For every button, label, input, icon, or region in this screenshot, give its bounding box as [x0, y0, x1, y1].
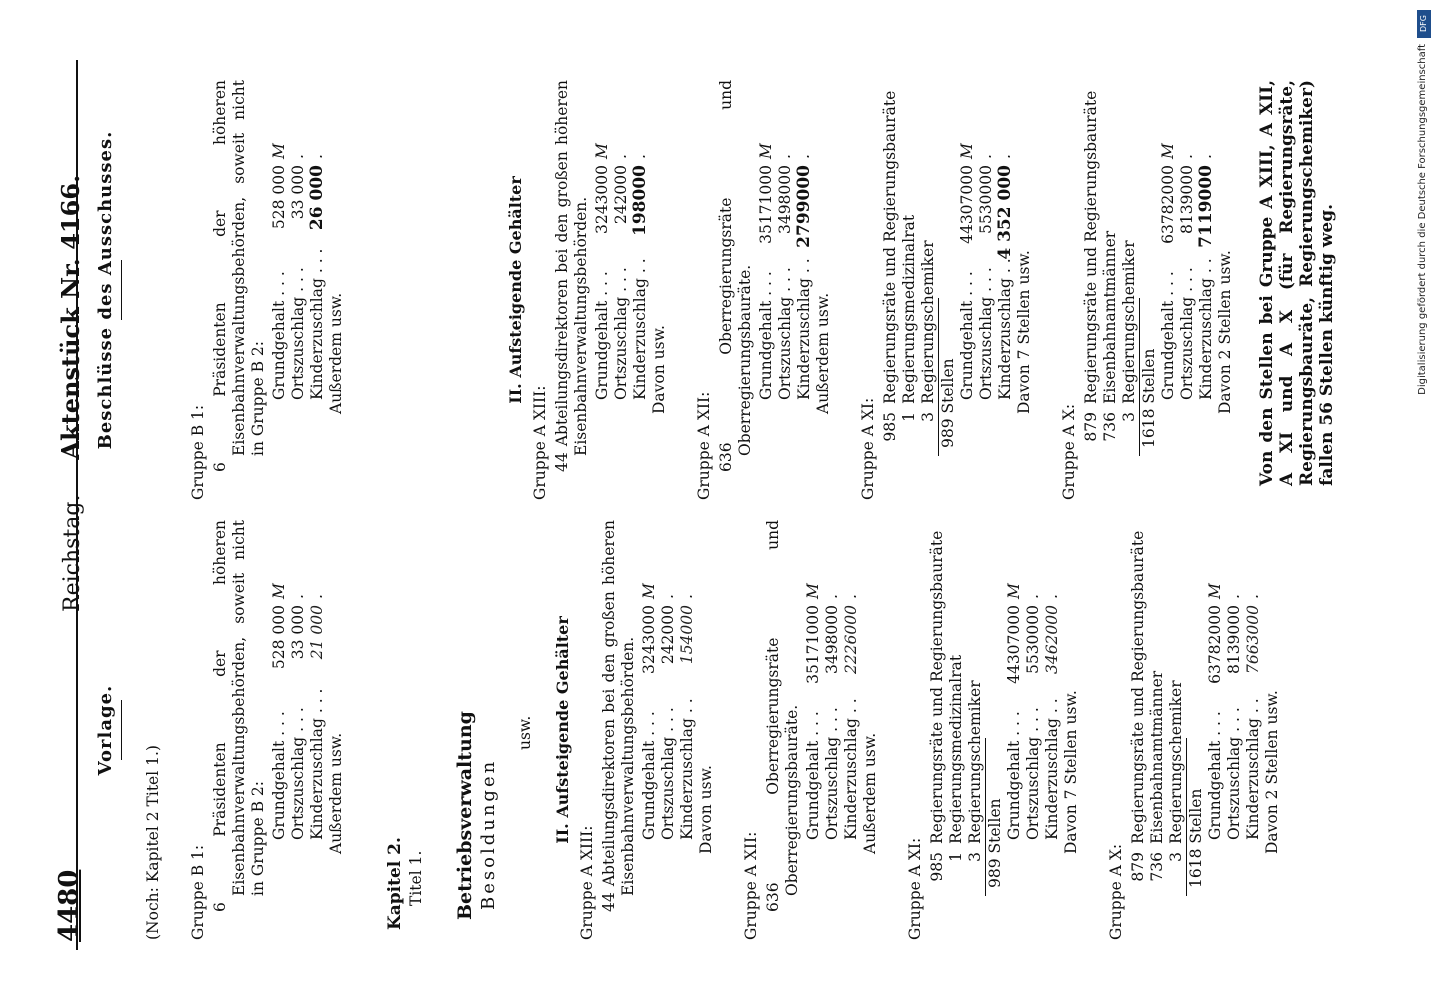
list-item — [919, 80, 938, 448]
table-row — [1225, 520, 1244, 840]
position-title: Regierungsräte und Regierungsbauräte — [928, 530, 946, 844]
column-vorlage — [92, 520, 1282, 940]
row-label: Kinderzuschlag . . — [631, 258, 649, 400]
row-value: 3498000 — [776, 165, 794, 235]
position-count: 3 — [966, 852, 984, 862]
row-unit: . — [612, 154, 630, 159]
row-value: 44307000 — [1005, 605, 1023, 684]
row-label: Grundgehalt . . . — [1159, 271, 1177, 400]
row-unit: . — [977, 154, 995, 159]
position-count: 879 — [1129, 852, 1147, 882]
row-unit: M — [1159, 143, 1177, 159]
table-row — [996, 80, 1015, 400]
group-description: 44 Abteilungsdirektoren bei den großen höheren Eisenbahnverwaltungsbehörden. — [600, 520, 637, 912]
kapitel-heading: Kapitel 2. — [385, 837, 405, 930]
positions-sum: 989 Stellen — [938, 298, 958, 456]
title-rule — [121, 260, 122, 320]
table-row — [631, 80, 650, 400]
positions-list — [881, 80, 958, 448]
row-unit: M — [270, 143, 288, 159]
salary-table — [270, 520, 327, 840]
row-value: 528 000 — [270, 165, 288, 230]
row-label: Kinderzuschlag . . — [1244, 698, 1262, 840]
group-note: Außerdem usw. — [327, 732, 345, 854]
page-header — [54, 62, 90, 942]
row-value: 63782000 — [1159, 165, 1177, 244]
position-count: 3 — [1167, 852, 1185, 862]
row-unit: . — [1178, 154, 1196, 159]
table-row — [776, 80, 795, 400]
row-label: Kinderzuschlag . . — [678, 698, 696, 840]
position-title: Regierungsmedizinalrat — [900, 214, 918, 404]
salary-table — [593, 80, 650, 400]
table-row — [308, 520, 327, 840]
group-description: 636 Oberregierungsräte und Oberregierungsbauräte. — [764, 520, 801, 912]
table-row — [640, 520, 659, 840]
row-value: 2226000 — [842, 605, 860, 675]
spacer — [346, 80, 496, 500]
position-title: Eisenbahnamtmänner — [1148, 670, 1166, 844]
row-unit: . — [1043, 594, 1061, 599]
row-label: Grundgehalt . . . — [270, 271, 288, 400]
salary-table — [270, 80, 327, 400]
row-value: 44307000 — [958, 165, 976, 244]
group-label: Gruppe B 1: — [189, 404, 207, 500]
position-title: Regierungsmedizinalrat — [947, 654, 965, 844]
row-label: Grundgehalt . . . — [1005, 711, 1023, 840]
row-label: Grundgehalt . . . — [804, 711, 822, 840]
row-label: Grundgehalt . . . — [640, 711, 658, 840]
row-unit: . — [289, 154, 307, 159]
header-house: Reichstag. — [60, 494, 85, 612]
position-title: Regierungsräte und Regierungsbauräte — [1082, 90, 1100, 404]
row-label: Ortszuschlag . . . — [1178, 267, 1196, 400]
list-item — [1101, 80, 1120, 448]
group-b1 — [189, 520, 346, 940]
position-title: Regierungschemiker — [919, 240, 937, 404]
group-note: Davon 2 Stellen usw. — [1263, 690, 1281, 854]
position-count: 985 — [881, 412, 899, 442]
row-label: Kinderzuschlag . . — [795, 258, 813, 400]
table-row — [757, 80, 776, 400]
row-unit: . — [659, 594, 677, 599]
table-row — [1178, 80, 1197, 400]
salary-table — [640, 520, 697, 840]
position-title: Regierungschemiker — [1120, 240, 1138, 404]
list-item — [928, 520, 947, 888]
group-note: Davon usw. — [650, 325, 668, 414]
row-value: 3462000 — [1043, 605, 1061, 675]
group-label: Gruppe A X: — [1060, 403, 1078, 500]
usw-line: usw. — [516, 715, 534, 750]
group-label: Gruppe A XIII: — [531, 385, 549, 500]
row-value: 35171000 — [757, 165, 775, 244]
row-value: 2799000 — [794, 165, 814, 248]
column-beschluesse — [92, 80, 1337, 500]
row-label: Ortszuschlag . . . — [1024, 707, 1042, 840]
group-a10 — [1060, 80, 1235, 500]
row-label: Grundgehalt . . . — [270, 711, 288, 840]
table-row — [612, 80, 631, 400]
position-count: 736 — [1148, 852, 1166, 882]
section-heading: II. Aufsteigende Gehälter — [553, 616, 572, 844]
spacer — [144, 80, 189, 500]
salary-table — [1159, 80, 1216, 400]
row-label: Ortszuschlag . . . — [612, 267, 630, 400]
header-rule — [76, 60, 78, 950]
list-item — [1129, 520, 1148, 888]
digitization-sidebar — [1417, 10, 1431, 395]
table-row — [958, 80, 977, 400]
row-value: 33 000 — [289, 605, 307, 660]
list-item — [900, 80, 919, 448]
position-count: 1 — [947, 852, 965, 862]
position-title: Regierungschemiker — [966, 680, 984, 844]
table-row — [308, 80, 327, 400]
row-label: Kinderzuschlag . . — [842, 698, 860, 840]
row-unit: . — [1244, 594, 1262, 599]
group-label: Gruppe A XIII: — [578, 825, 596, 940]
group-a12 — [742, 520, 880, 940]
column-title: Beschlüsse des Ausschusses. — [95, 130, 116, 450]
table-row — [1159, 80, 1178, 400]
group-label: Gruppe B 1: — [189, 844, 207, 940]
row-value: 3243000 — [593, 165, 611, 235]
table-row — [1197, 80, 1216, 400]
table-row — [270, 80, 289, 400]
row-unit: . — [823, 594, 841, 599]
position-count: 3 — [1120, 412, 1138, 422]
row-value: 5530000 — [977, 165, 995, 235]
list-item — [1082, 80, 1101, 448]
row-unit: . — [1024, 594, 1042, 599]
row-value: 3498000 — [823, 605, 841, 675]
position-title: Eisenbahnamtmänner — [1101, 230, 1119, 404]
row-value: 21 000 — [308, 605, 326, 660]
salary-table — [757, 80, 814, 400]
group-label: Gruppe A XI: — [859, 397, 877, 500]
row-unit: M — [958, 143, 976, 159]
group-description: 636 Oberregierungsräte und Oberregierungsbauräte. — [717, 80, 754, 472]
final-resolution: Von den Stellen bei Gruppe A XIII, A XII, A XI und A X (für Regierungsräte, Regierungsbauräte, Regierungschemiker) fallen 56 Stellen künftig weg. — [1257, 80, 1337, 486]
row-value: 7119000 — [1196, 165, 1216, 248]
group-label: Gruppe A X: — [1107, 843, 1125, 940]
table-row — [593, 80, 612, 400]
section-heading: II. Aufsteigende Gehälter — [506, 176, 525, 404]
group-description: 6 Präsidenten der höheren Eisenbahnverwaltungsbehörden, soweit nicht in Gruppe B 2: — [211, 80, 267, 472]
position-title: Regierungsräte und Regierungsbauräte — [1129, 530, 1147, 844]
row-value: 33 000 — [289, 165, 307, 220]
position-count: 879 — [1082, 412, 1100, 442]
titel-line: Titel 1. — [407, 850, 425, 906]
table-row — [678, 520, 697, 840]
row-value: 26 000 — [307, 165, 327, 231]
noch-line: (Noch: Kapitel 2 Titel 1.) — [144, 745, 162, 940]
row-label: Kinderzuschlag . . — [1197, 258, 1215, 400]
row-unit: . — [308, 594, 326, 599]
row-label: Kinderzuschlag . . . — [308, 248, 326, 400]
row-label: Ortszuschlag . . . — [289, 267, 307, 400]
positions-list — [1082, 80, 1159, 448]
verwaltung-heading: Betriebsverwaltung — [454, 711, 476, 920]
group-a13 — [578, 520, 716, 940]
position-count: 1 — [900, 412, 918, 422]
list-item — [1167, 520, 1186, 888]
group-a11 — [906, 520, 1081, 940]
group-a11 — [859, 80, 1034, 500]
group-note: Davon 7 Stellen usw. — [1062, 690, 1080, 854]
group-label: Gruppe A XI: — [906, 837, 924, 940]
group-note: Außerdem usw. — [327, 292, 345, 414]
position-title: Regierungsräte und Regierungsbauräte — [881, 90, 899, 404]
page-number: 4480 — [54, 869, 84, 942]
row-unit: . — [842, 594, 860, 599]
row-label: Ortszuschlag . . . — [977, 267, 995, 400]
column-title: Vorlage. — [95, 684, 116, 776]
row-label: Grundgehalt . . . — [958, 271, 976, 400]
group-label: Gruppe A XII: — [742, 831, 760, 940]
row-unit: M — [593, 143, 611, 159]
salary-table — [958, 80, 1015, 400]
digitization-credit: Digitalisierung gefördert durch die Deutsche Forschungsgemeinschaft — [1417, 44, 1428, 395]
group-a10 — [1107, 520, 1282, 940]
table-row — [1206, 520, 1225, 840]
besoldungen-heading: Besoldungen — [478, 758, 499, 910]
row-unit: M — [640, 583, 658, 599]
row-value: 242000 — [612, 165, 630, 225]
row-unit: M — [757, 143, 775, 159]
row-unit: . — [776, 154, 794, 159]
group-note: Davon 2 Stellen usw. — [1216, 250, 1234, 414]
row-unit: . — [996, 154, 1014, 159]
table-row — [270, 520, 289, 840]
group-a12 — [695, 80, 833, 500]
row-unit: . — [795, 154, 813, 159]
list-item — [947, 520, 966, 888]
table-row — [1043, 520, 1062, 840]
row-value: 7663000 — [1244, 605, 1262, 675]
group-note: Außerdem usw. — [861, 732, 879, 854]
group-label: Gruppe A XII: — [695, 391, 713, 500]
group-b1 — [189, 80, 346, 500]
row-value: 63782000 — [1206, 605, 1224, 684]
group-a13 — [531, 80, 669, 500]
title-rule — [121, 700, 122, 760]
table-row — [842, 520, 861, 840]
row-label: Grundgehalt . . . — [1206, 711, 1224, 840]
table-row — [289, 520, 308, 840]
position-count: 985 — [928, 852, 946, 882]
row-label: Kinderzuschlag . . — [996, 258, 1014, 400]
salary-table — [1005, 520, 1062, 840]
positions-list — [1129, 520, 1206, 888]
header-title — [56, 175, 85, 612]
table-row — [795, 80, 814, 400]
dfg-logo-icon: DFG — [1417, 10, 1431, 38]
list-item — [1120, 80, 1139, 448]
row-unit: . — [631, 154, 649, 159]
group-note: Davon 7 Stellen usw. — [1015, 250, 1033, 414]
row-unit: M — [1206, 583, 1224, 599]
table-row — [659, 520, 678, 840]
row-value: 8139000 — [1225, 605, 1243, 675]
row-value: 8139000 — [1178, 165, 1196, 235]
positions-sum: 1618 Stellen — [1139, 298, 1159, 456]
row-value: 154000 — [678, 605, 696, 665]
group-description: 6 Präsidenten der höheren Eisenbahnverwaltungsbehörden, soweit nicht in Gruppe B 2: — [211, 520, 267, 912]
row-unit: . — [1225, 594, 1243, 599]
table-row — [977, 80, 996, 400]
row-value: 242000 — [659, 605, 677, 665]
row-unit: . — [289, 594, 307, 599]
table-row — [289, 80, 308, 400]
row-label: Ortszuschlag . . . — [289, 707, 307, 840]
row-label: Grundgehalt . . . — [757, 271, 775, 400]
position-count: 3 — [919, 412, 937, 422]
row-unit: . — [1197, 154, 1215, 159]
salary-table — [804, 520, 861, 840]
row-label: Ortszuschlag . . . — [1225, 707, 1243, 840]
row-label: Ortszuschlag . . . — [659, 707, 677, 840]
row-value: 198000 — [630, 165, 650, 236]
positions-list — [928, 520, 1005, 888]
list-item — [881, 80, 900, 448]
salary-table — [1206, 520, 1263, 840]
group-note: Davon usw. — [697, 765, 715, 854]
list-item — [966, 520, 985, 888]
row-value: 528 000 — [270, 605, 288, 670]
row-label: Grundgehalt . . . — [593, 271, 611, 400]
row-unit: M — [1005, 583, 1023, 599]
table-row — [1005, 520, 1024, 840]
positions-sum: 1618 Stellen — [1186, 738, 1206, 896]
position-count: 736 — [1101, 412, 1119, 442]
row-label: Kinderzuschlag . . — [1043, 698, 1061, 840]
row-value: 4 352 000 — [995, 165, 1015, 260]
table-row — [804, 520, 823, 840]
table-row — [1024, 520, 1043, 840]
row-label: Ortszuschlag . . . — [823, 707, 841, 840]
row-unit: M — [270, 583, 288, 599]
row-value: 3243000 — [640, 605, 658, 675]
row-label: Kinderzuschlag . . . — [308, 688, 326, 840]
row-label: Ortszuschlag . . . — [776, 267, 794, 400]
positions-sum: 989 Stellen — [985, 738, 1005, 896]
header-doc-number: Aktenstück Nr. 4166. — [56, 174, 85, 460]
position-title: Regierungschemiker — [1167, 680, 1185, 844]
row-unit: . — [678, 594, 696, 599]
row-value: 5530000 — [1024, 605, 1042, 675]
row-value: 35171000 — [804, 605, 822, 684]
row-unit: . — [308, 154, 326, 159]
list-item — [1148, 520, 1167, 888]
table-row — [823, 520, 842, 840]
table-row — [1244, 520, 1263, 840]
group-description: 44 Abteilungsdirektoren bei den großen höheren Eisenbahnverwaltungsbehörden. — [553, 80, 590, 472]
row-unit: M — [804, 583, 822, 599]
group-note: Außerdem usw. — [814, 292, 832, 414]
